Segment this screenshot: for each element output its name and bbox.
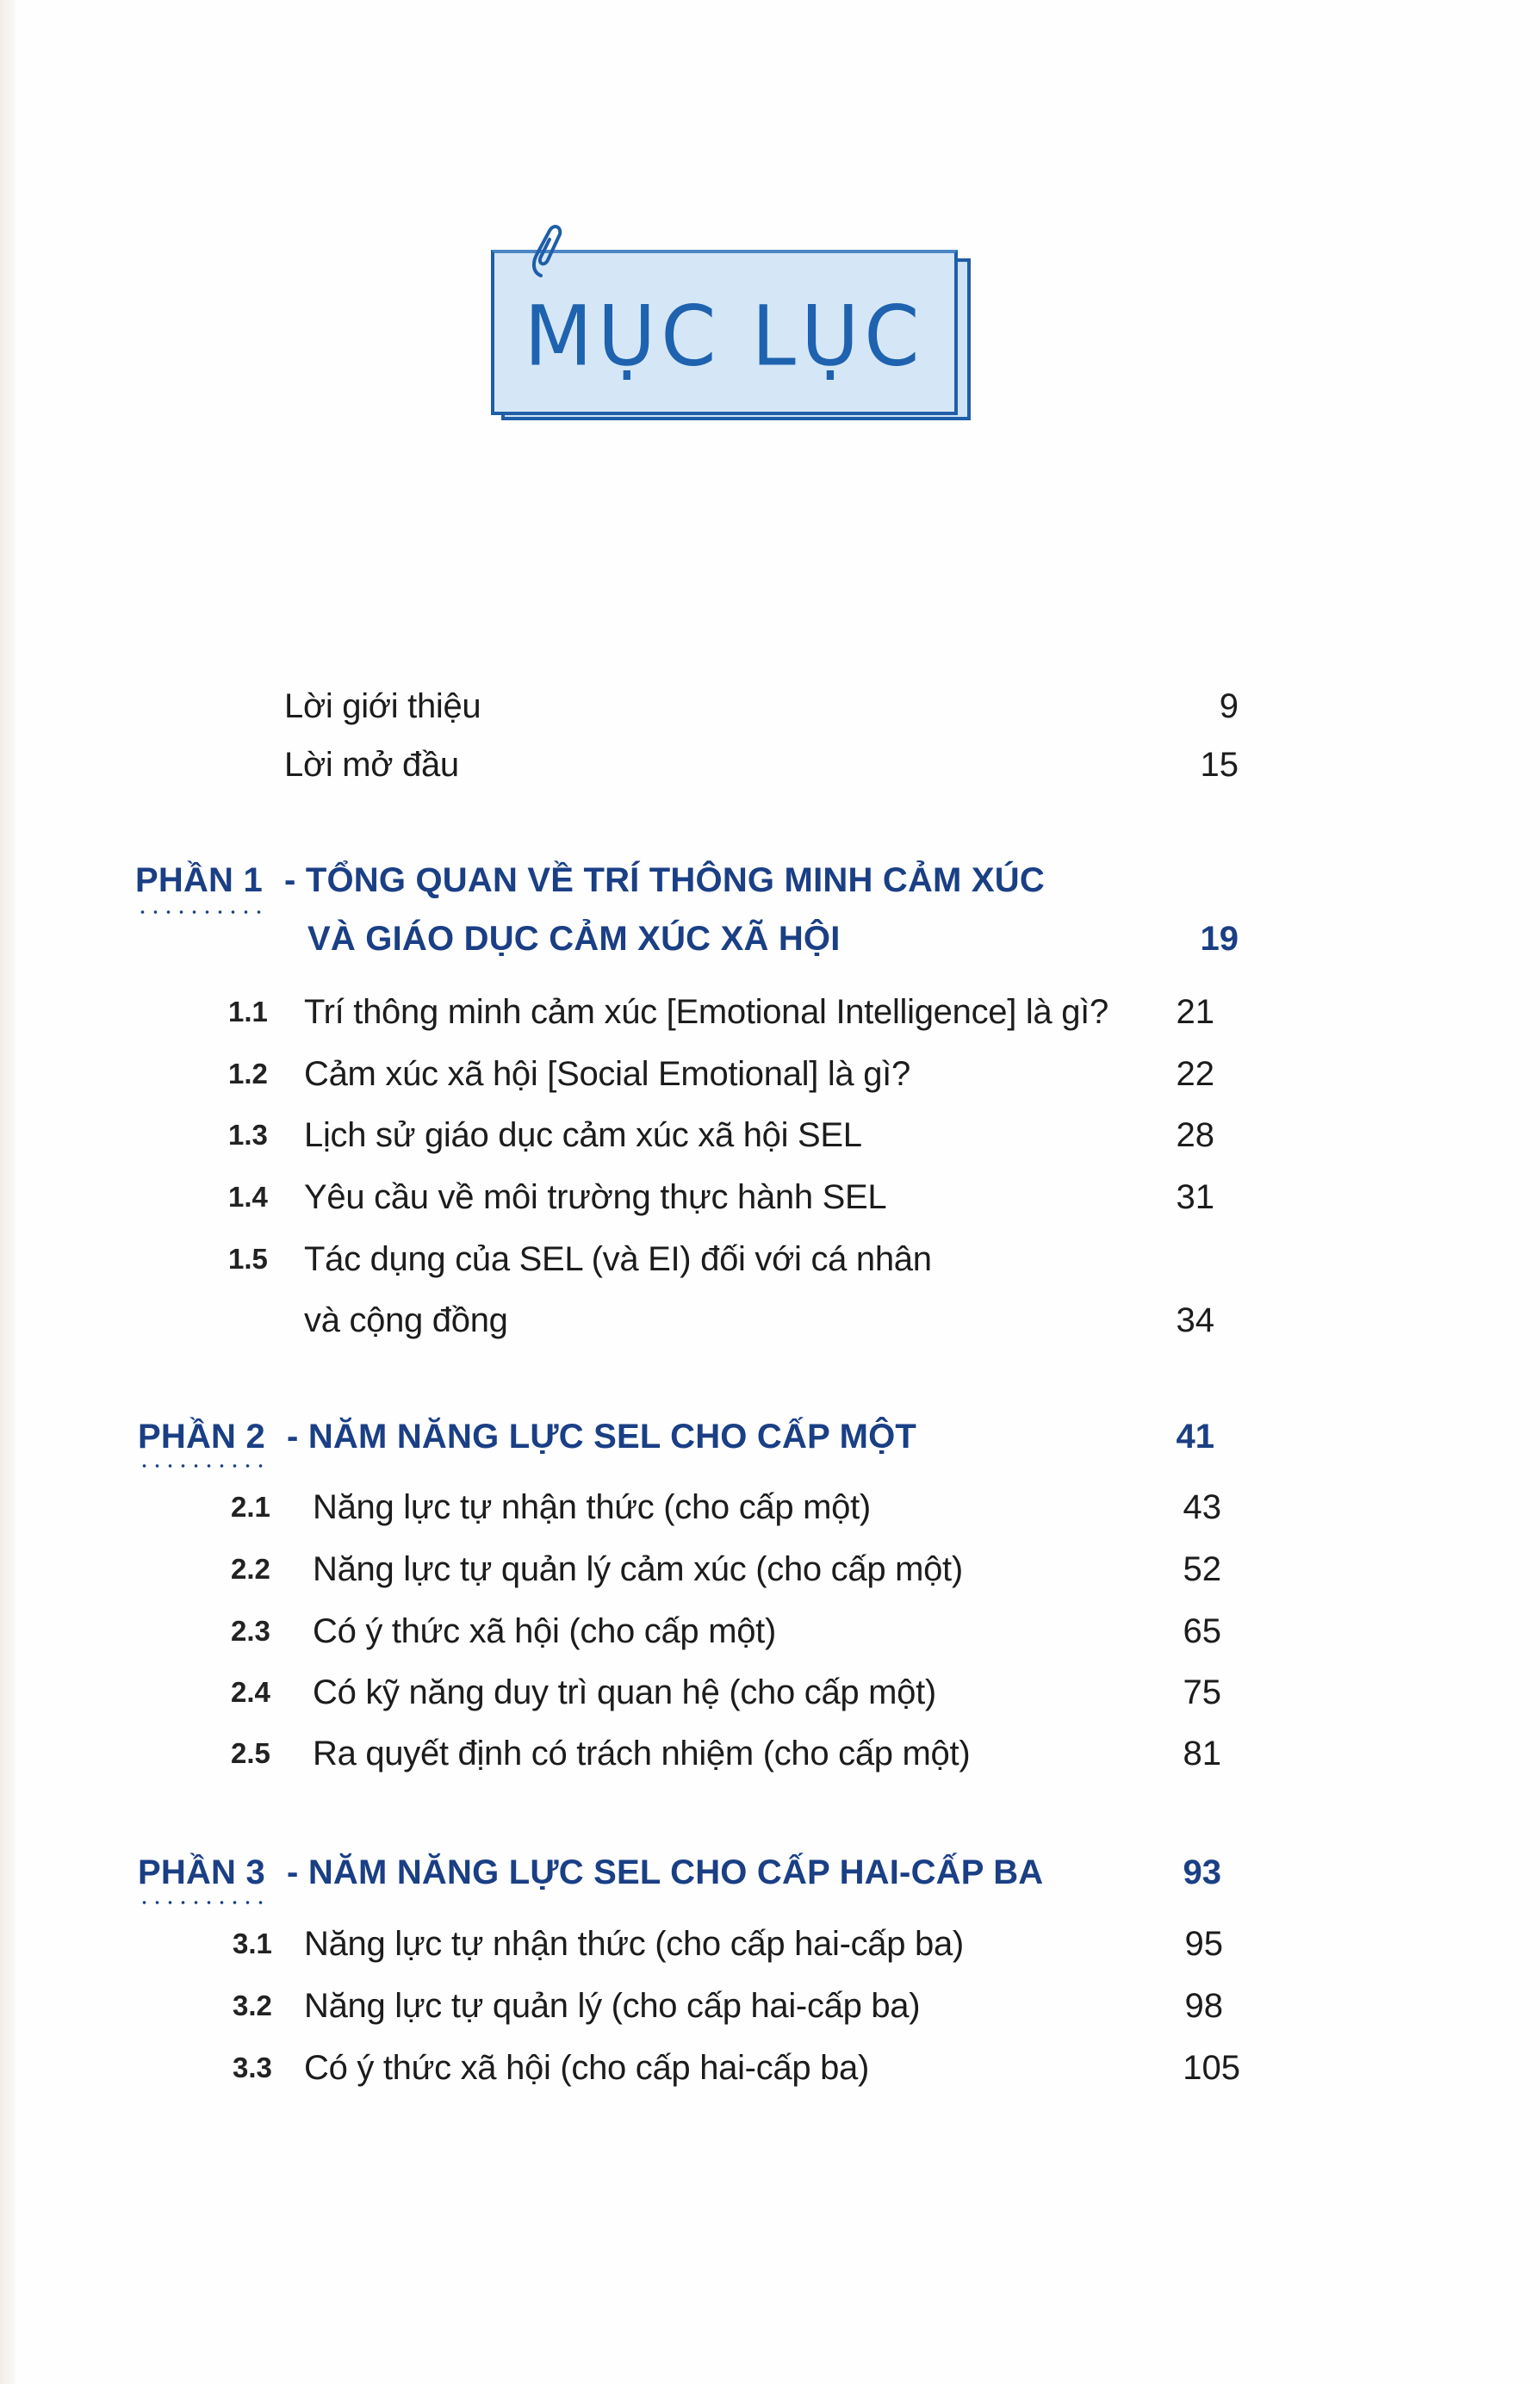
toc-entry-label: Ra quyết định có trách nhiệm (cho cấp một) xyxy=(313,1735,971,1772)
toc-entry-preface[interactable] xyxy=(0,739,1540,791)
toc-entry[interactable] xyxy=(0,1233,1540,1285)
toc-entry[interactable] xyxy=(0,1543,1540,1595)
toc-entry-label: Lịch sử giáo dục cảm xúc xã hội SEL xyxy=(304,1116,862,1154)
dotted-underline xyxy=(138,1901,267,1904)
toc-entry[interactable] xyxy=(0,1048,1540,1100)
part-page: 19 xyxy=(1200,920,1239,958)
paperclip-icon xyxy=(529,222,563,282)
toc-entry-label: Năng lực tự quản lý cảm xúc (cho cấp một) xyxy=(313,1550,963,1588)
toc-entry-number: 2.4 xyxy=(231,1676,270,1708)
toc-entry-label: Trí thông minh cảm xúc [Emotional Intelligence] là gì? xyxy=(304,993,1108,1031)
toc-entry-number: 3.2 xyxy=(233,1990,272,2021)
toc-entry[interactable] xyxy=(0,1109,1540,1161)
toc-entry-page: 31 xyxy=(1176,1178,1214,1216)
toc-entry-continuation[interactable] xyxy=(0,1294,1540,1346)
toc-entry[interactable] xyxy=(0,2042,1540,2094)
toc-entry[interactable] xyxy=(0,986,1540,1038)
toc-entry-label: Lời giới thiệu xyxy=(284,687,481,725)
toc-entry[interactable] xyxy=(0,1171,1540,1223)
dotted-underline xyxy=(138,1464,267,1468)
toc-entry-intro[interactable] xyxy=(0,680,1540,732)
part-title-line1: - TỔNG QUAN VỀ TRÍ THÔNG MINH CẢM XÚC xyxy=(284,861,1045,899)
toc-entry-number: 1.3 xyxy=(228,1119,268,1151)
part-page: 93 xyxy=(1183,1853,1221,1891)
part-prefix: PHẦN 3 xyxy=(138,1853,265,1891)
toc-entry-page: 105 xyxy=(1183,2049,1240,2087)
toc-entry-page: 95 xyxy=(1184,1925,1223,1963)
toc-entry[interactable] xyxy=(0,1980,1540,2032)
toc-entry-page: 43 xyxy=(1183,1488,1221,1526)
toc-entry-label: Năng lực tự quản lý (cho cấp hai-cấp ba) xyxy=(304,1987,921,2025)
toc-entry[interactable] xyxy=(0,1605,1540,1657)
part-heading-1-line2[interactable] xyxy=(0,913,1540,965)
toc-entry-number: 3.3 xyxy=(233,2052,272,2083)
toc-entry-label: Năng lực tự nhận thức (cho cấp một) xyxy=(313,1488,871,1526)
toc-entry-label: Tác dụng của SEL (và EI) đối với cá nhân xyxy=(304,1240,932,1278)
page-title: MỤC LỤC xyxy=(524,287,925,385)
toc-entry-page: 98 xyxy=(1184,1987,1223,2025)
toc-entry-number: 3.1 xyxy=(233,1928,272,1959)
toc-entry-label: Có ý thức xã hội (cho cấp một) xyxy=(313,1612,776,1650)
toc-entry-number: 2.2 xyxy=(231,1553,270,1585)
part-title-line1: - NĂM NĂNG LỰC SEL CHO CẤP HAI-CẤP BA xyxy=(287,1853,1044,1891)
part-heading-3[interactable] xyxy=(0,1847,1540,1898)
toc-entry-page: 34 xyxy=(1176,1301,1214,1339)
toc-entry-page: 15 xyxy=(1200,746,1239,784)
toc-entry-page: 21 xyxy=(1176,993,1214,1031)
toc-entry-label: Có ý thức xã hội (cho cấp hai-cấp ba) xyxy=(304,2049,870,2087)
toc-entry-page: 28 xyxy=(1176,1116,1214,1154)
toc-entry-label: Có kỹ năng duy trì quan hệ (cho cấp một) xyxy=(313,1673,936,1711)
toc-entry-label: Cảm xúc xã hội [Social Emotional] là gì? xyxy=(304,1055,910,1093)
toc-entry-page: 65 xyxy=(1183,1612,1221,1650)
part-page: 41 xyxy=(1176,1418,1214,1456)
toc-entry-page: 9 xyxy=(1219,687,1239,725)
toc-entry[interactable] xyxy=(0,1918,1540,1970)
toc-entry-label: Lời mở đầu xyxy=(284,746,459,784)
toc-entry[interactable] xyxy=(0,1481,1540,1533)
part-title-line1: - NĂM NĂNG LỰC SEL CHO CẤP MỘT xyxy=(287,1418,917,1456)
part-title-line2: VÀ GIÁO DỤC CẢM XÚC XÃ HỘI xyxy=(307,920,841,958)
toc-entry-page: 22 xyxy=(1176,1055,1214,1093)
part-prefix: PHẦN 2 xyxy=(138,1418,265,1456)
toc-entry-number: 1.2 xyxy=(228,1058,268,1090)
part-heading-2[interactable] xyxy=(0,1411,1540,1462)
toc-entry[interactable] xyxy=(0,1667,1540,1718)
toc-entry-label: Yêu cầu về môi trường thực hành SEL xyxy=(304,1178,887,1216)
toc-entry-number: 2.1 xyxy=(231,1491,270,1523)
toc-entry-number: 2.3 xyxy=(231,1615,270,1647)
part-prefix: PHẦN 1 xyxy=(135,861,263,899)
toc-entry-page: 52 xyxy=(1183,1550,1221,1588)
toc-entry-page: 75 xyxy=(1183,1673,1221,1711)
toc-entry-number: 1.1 xyxy=(228,996,268,1027)
toc-entry-number: 2.5 xyxy=(231,1737,270,1769)
toc-entry-number: 1.4 xyxy=(228,1181,268,1213)
toc-entry-number: 1.5 xyxy=(228,1243,268,1275)
toc-entry-label: Năng lực tự nhận thức (cho cấp hai-cấp ba) xyxy=(304,1925,964,1963)
toc-entry-label-line2: và cộng đồng xyxy=(304,1301,508,1339)
part-heading-1[interactable] xyxy=(0,854,1540,906)
toc-entry[interactable] xyxy=(0,1728,1540,1779)
toc-entry-page: 81 xyxy=(1183,1735,1221,1772)
